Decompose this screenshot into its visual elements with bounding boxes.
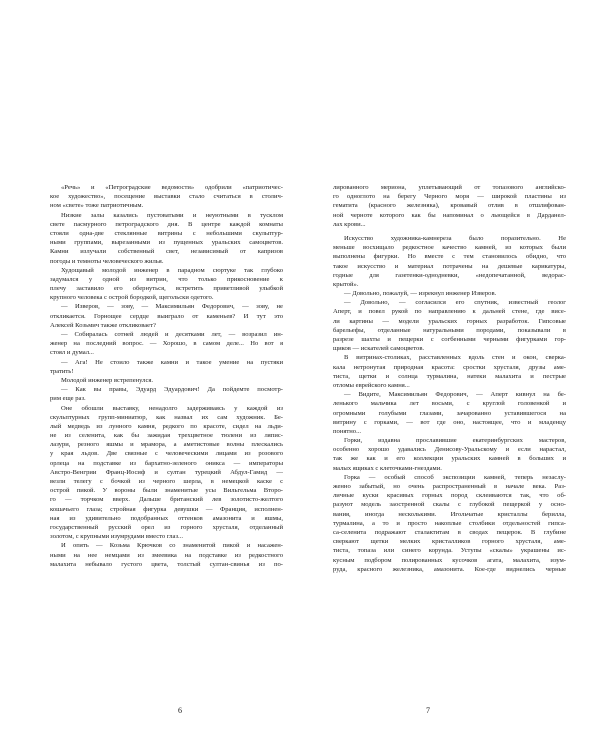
page-number-left: 6 xyxy=(178,706,182,715)
text-line: го — торчком вверх. Дальше британский лев золотисто-желтого xyxy=(50,496,283,504)
text-line: личные куски красивых горных пород склеиваются так, что об- xyxy=(333,492,566,500)
text-line: Горки, издавна прославившие екатеринбургских мастеров, xyxy=(344,437,566,445)
text-line: годные для газетенки-однодневки, «недопечатанной, ведорас- xyxy=(333,271,566,279)
text-line: у края льдов. Две связные с человеческими лицами из розового xyxy=(50,450,283,458)
text-line: огромными голубыми глазами, зачарованно уставившегося на xyxy=(333,409,566,417)
text-line: «Речь» и «Петроградские ведомости» одобрили «патриотичес- xyxy=(61,184,283,191)
text-line: — Изверов, — зову, — Максимильян Федорович, — зову, не xyxy=(61,303,283,311)
text-line: тиста, топаза или синего корунда. Уступы «скалы» украшены ис- xyxy=(333,547,566,555)
text-line: ными группами, вырезанными из пущенных уральских самоцветов. xyxy=(50,239,283,247)
text-line: погоды и темноты человеческого жилья. xyxy=(50,257,164,265)
text-line: В витринах-столиках, расставленных вдоль стен и окон, сверка- xyxy=(344,354,566,362)
text-line: кое художество», посещение выставки стало считаться в столич- xyxy=(50,193,283,201)
text-line: ленького мальчика лет восьми, с круглой головенкой и xyxy=(333,400,566,408)
right-page xyxy=(300,0,600,750)
text-line: крупного человека с острой бородкой, щегольски одетого. xyxy=(50,294,214,302)
text-line: тратить! xyxy=(50,367,74,375)
text-line: особенно хорошо удавались Денисову-Уральскому и если нарастал, xyxy=(333,446,566,454)
right-text-column xyxy=(333,183,566,574)
text-line: щиков — искателей самоцветов. xyxy=(333,345,425,353)
text-line: отломы еврейского камня... xyxy=(333,381,410,389)
text-line: турмалина, а то и просто накоплые столбики отдельностей гипса- xyxy=(333,519,566,527)
text-line: орлеца на подставке из бархатно-зеленого оникса — императоры xyxy=(50,459,283,467)
text-line: лазури, резного яшмы и мрамора, а аметистовые волны плескались xyxy=(50,441,283,449)
text-line: И опять — Козьма Крючков со знаменитой пикой и насажен- xyxy=(61,542,283,550)
text-line: го одноглото на берегу Черного моря — широкой пластины из xyxy=(333,193,566,201)
text-line: Искусство художника-камнереза было поразительно. Не xyxy=(344,234,566,242)
text-line: крытой». xyxy=(333,280,359,288)
text-line: Молодой инженер встрепенулся. xyxy=(61,376,154,384)
text-line: стояли одна-две стеклянные витрины с небольшими скульптур- xyxy=(50,229,283,237)
text-line: ли картины — модели уральских горных разработок. Гипсовые xyxy=(333,317,566,325)
text-line: сверкают щетки мелких кристалликов горного хрусталя, аме- xyxy=(333,538,566,546)
text-line: рим еще раз. xyxy=(50,395,86,403)
text-line: Аперт, и повел рукой по направлению к дальней стене, где висе- xyxy=(333,308,566,316)
text-line: — Видите, Максимильян Федорович, — Аперт кивнул на бе- xyxy=(344,391,566,399)
text-line: Горка — особый способ экспозиции камней, теперь незаслу- xyxy=(344,473,566,481)
text-line: Алексей Козьмич также откликовает? xyxy=(50,321,156,329)
text-line: женно забытый, но очень распространенный в начале века. Раз- xyxy=(333,483,566,490)
text-line: — Довольно, пожалуй, — изрекнул инженер Изверов. xyxy=(344,290,497,298)
text-line: не из селенита, как бы зажидая трехцветное тюлени из ляпис- xyxy=(50,432,283,440)
text-line: скульптурных групп-миниатюр, как назвал их сам художник. Бе- xyxy=(50,413,283,421)
text-line: ном «свете» тоже патриотичным. xyxy=(50,202,144,210)
text-line: — Довольно, — согласился его спутник, известный геолог xyxy=(344,299,566,307)
text-line: ными на нее немцами из змеевика на подставке из редкостного xyxy=(50,551,283,559)
text-line: острой пикой. У вороны были знаменитые усы Вильгельма Второ- xyxy=(50,487,283,495)
text-line: разрезе шахты и пещерки с согбенными черными фигурками гор- xyxy=(333,336,566,343)
text-line: кошачьего глаза; стройная фигурка девушки — Франция, исполнен- xyxy=(50,505,283,513)
text-line: выполнены фигурки. Но вместе с тем становилось обидно, что xyxy=(333,253,566,261)
text-line: задумался у одной из витрин, что только прикосновение к xyxy=(50,275,283,283)
text-line: понятно... xyxy=(333,427,362,435)
text-line: Камни излучали собственный свет, независимый от капризов xyxy=(50,248,283,256)
text-line: лированного мериона, уплетывающий от топазового английско- xyxy=(333,184,566,191)
text-line: ная из удивительно подобранных оттенков амазонита и яшмы, xyxy=(50,514,283,522)
text-line: государственный русский орел из горного хрусталя, отделанный xyxy=(50,523,283,531)
text-line: Худощавый молодой инженер в парадном сюртуке так глубоко xyxy=(61,266,283,274)
text-line: женер на последний вопрос. — Хорошо, в самом деле... Но вот я xyxy=(50,340,283,348)
text-line: везли телегу с бочкой из черного шерла, в немецкой каске с xyxy=(50,478,283,485)
text-line: тиста, щетки и солнца турмалина, натеки малахита и пестрые xyxy=(333,372,566,380)
text-line: вания, иногда несколькими. Игольчатые кристаллы берилла, xyxy=(333,510,566,518)
text-line: витрину с горками, — вот где оно, настоящее, что и младенцу xyxy=(333,418,566,426)
text-line: малахита небывало густого цвета, толстый султан-свинья из по- xyxy=(50,560,283,568)
text-line: золотом, с крупными изумрудами вместо глаз... xyxy=(50,533,184,541)
text-line: Низкие залы казались пустоватыми и неуютными в тусклом xyxy=(61,211,283,219)
text-line: руда, красного железника, амазонита. Кое-где виднелись черные xyxy=(333,565,566,573)
text-line: гематита (красного железняка), кровавый отлив в отшлифован- xyxy=(333,202,566,210)
text-line: кала нетронутая природная красота: сростки хрусталя, друзы аме- xyxy=(333,363,566,371)
text-line: разуют модель заостренной скалы с глубокой пещеркой у осно- xyxy=(333,501,566,509)
text-line: — Ага! Не стоило также камни и такое умение на пустяки xyxy=(61,358,283,366)
text-line: лый медведь из лунного камня, редкого по красоте, сидел на льди- xyxy=(50,422,283,430)
text-line: са-селенита подражают сталактитам в сводах пещерок. В глубине xyxy=(333,528,566,536)
text-line: — Как вы правы, Эдуард Эдуардович! Да пойдемте посмотр- xyxy=(61,386,283,394)
text-line: стоял и думал... xyxy=(50,349,94,357)
text-line: ной черноте которого как бы напоминал о льющейся в Дарданел- xyxy=(333,211,566,219)
text-line: лах крови... xyxy=(333,220,366,228)
text-line: свете пасмурного петроградского дня. В центре каждой комнаты xyxy=(50,220,283,228)
text-line: меньше восхищало редкостное качество камней, из которых были xyxy=(333,244,566,252)
text-line: плечу заставило его обернуться, встретить приветливой улыбкой xyxy=(50,285,283,293)
text-line: такое искусство и материал потрачены на дешевые карикатуры, xyxy=(333,262,566,270)
text-line: малых ящиках с клеточками-гнездами. xyxy=(333,464,442,472)
text-line: так же как и его коллекции уральских камней в больших и xyxy=(333,455,566,463)
text-line: — Собиралась сотней людей и десятками лет, — возразил ин- xyxy=(61,331,283,338)
page-number-right: 7 xyxy=(426,706,430,715)
text-line: Австро-Венгрии Франц-Иосиф и султан турецкий Абдул-Гамид — xyxy=(50,468,283,476)
text-line: Оне обошли выставку, ненадолго задерживаясь у каждой из xyxy=(61,404,283,412)
text-line: кусным подбором полированных кусочков агата, малахита, изум- xyxy=(333,556,566,564)
text-line: откликается. Горнощее сердце выиграло от каменьев? И тут это xyxy=(50,312,283,320)
left-text-column xyxy=(50,183,283,569)
text-line: барельефы, отделанные натуральными породами, показывали в xyxy=(333,326,566,334)
